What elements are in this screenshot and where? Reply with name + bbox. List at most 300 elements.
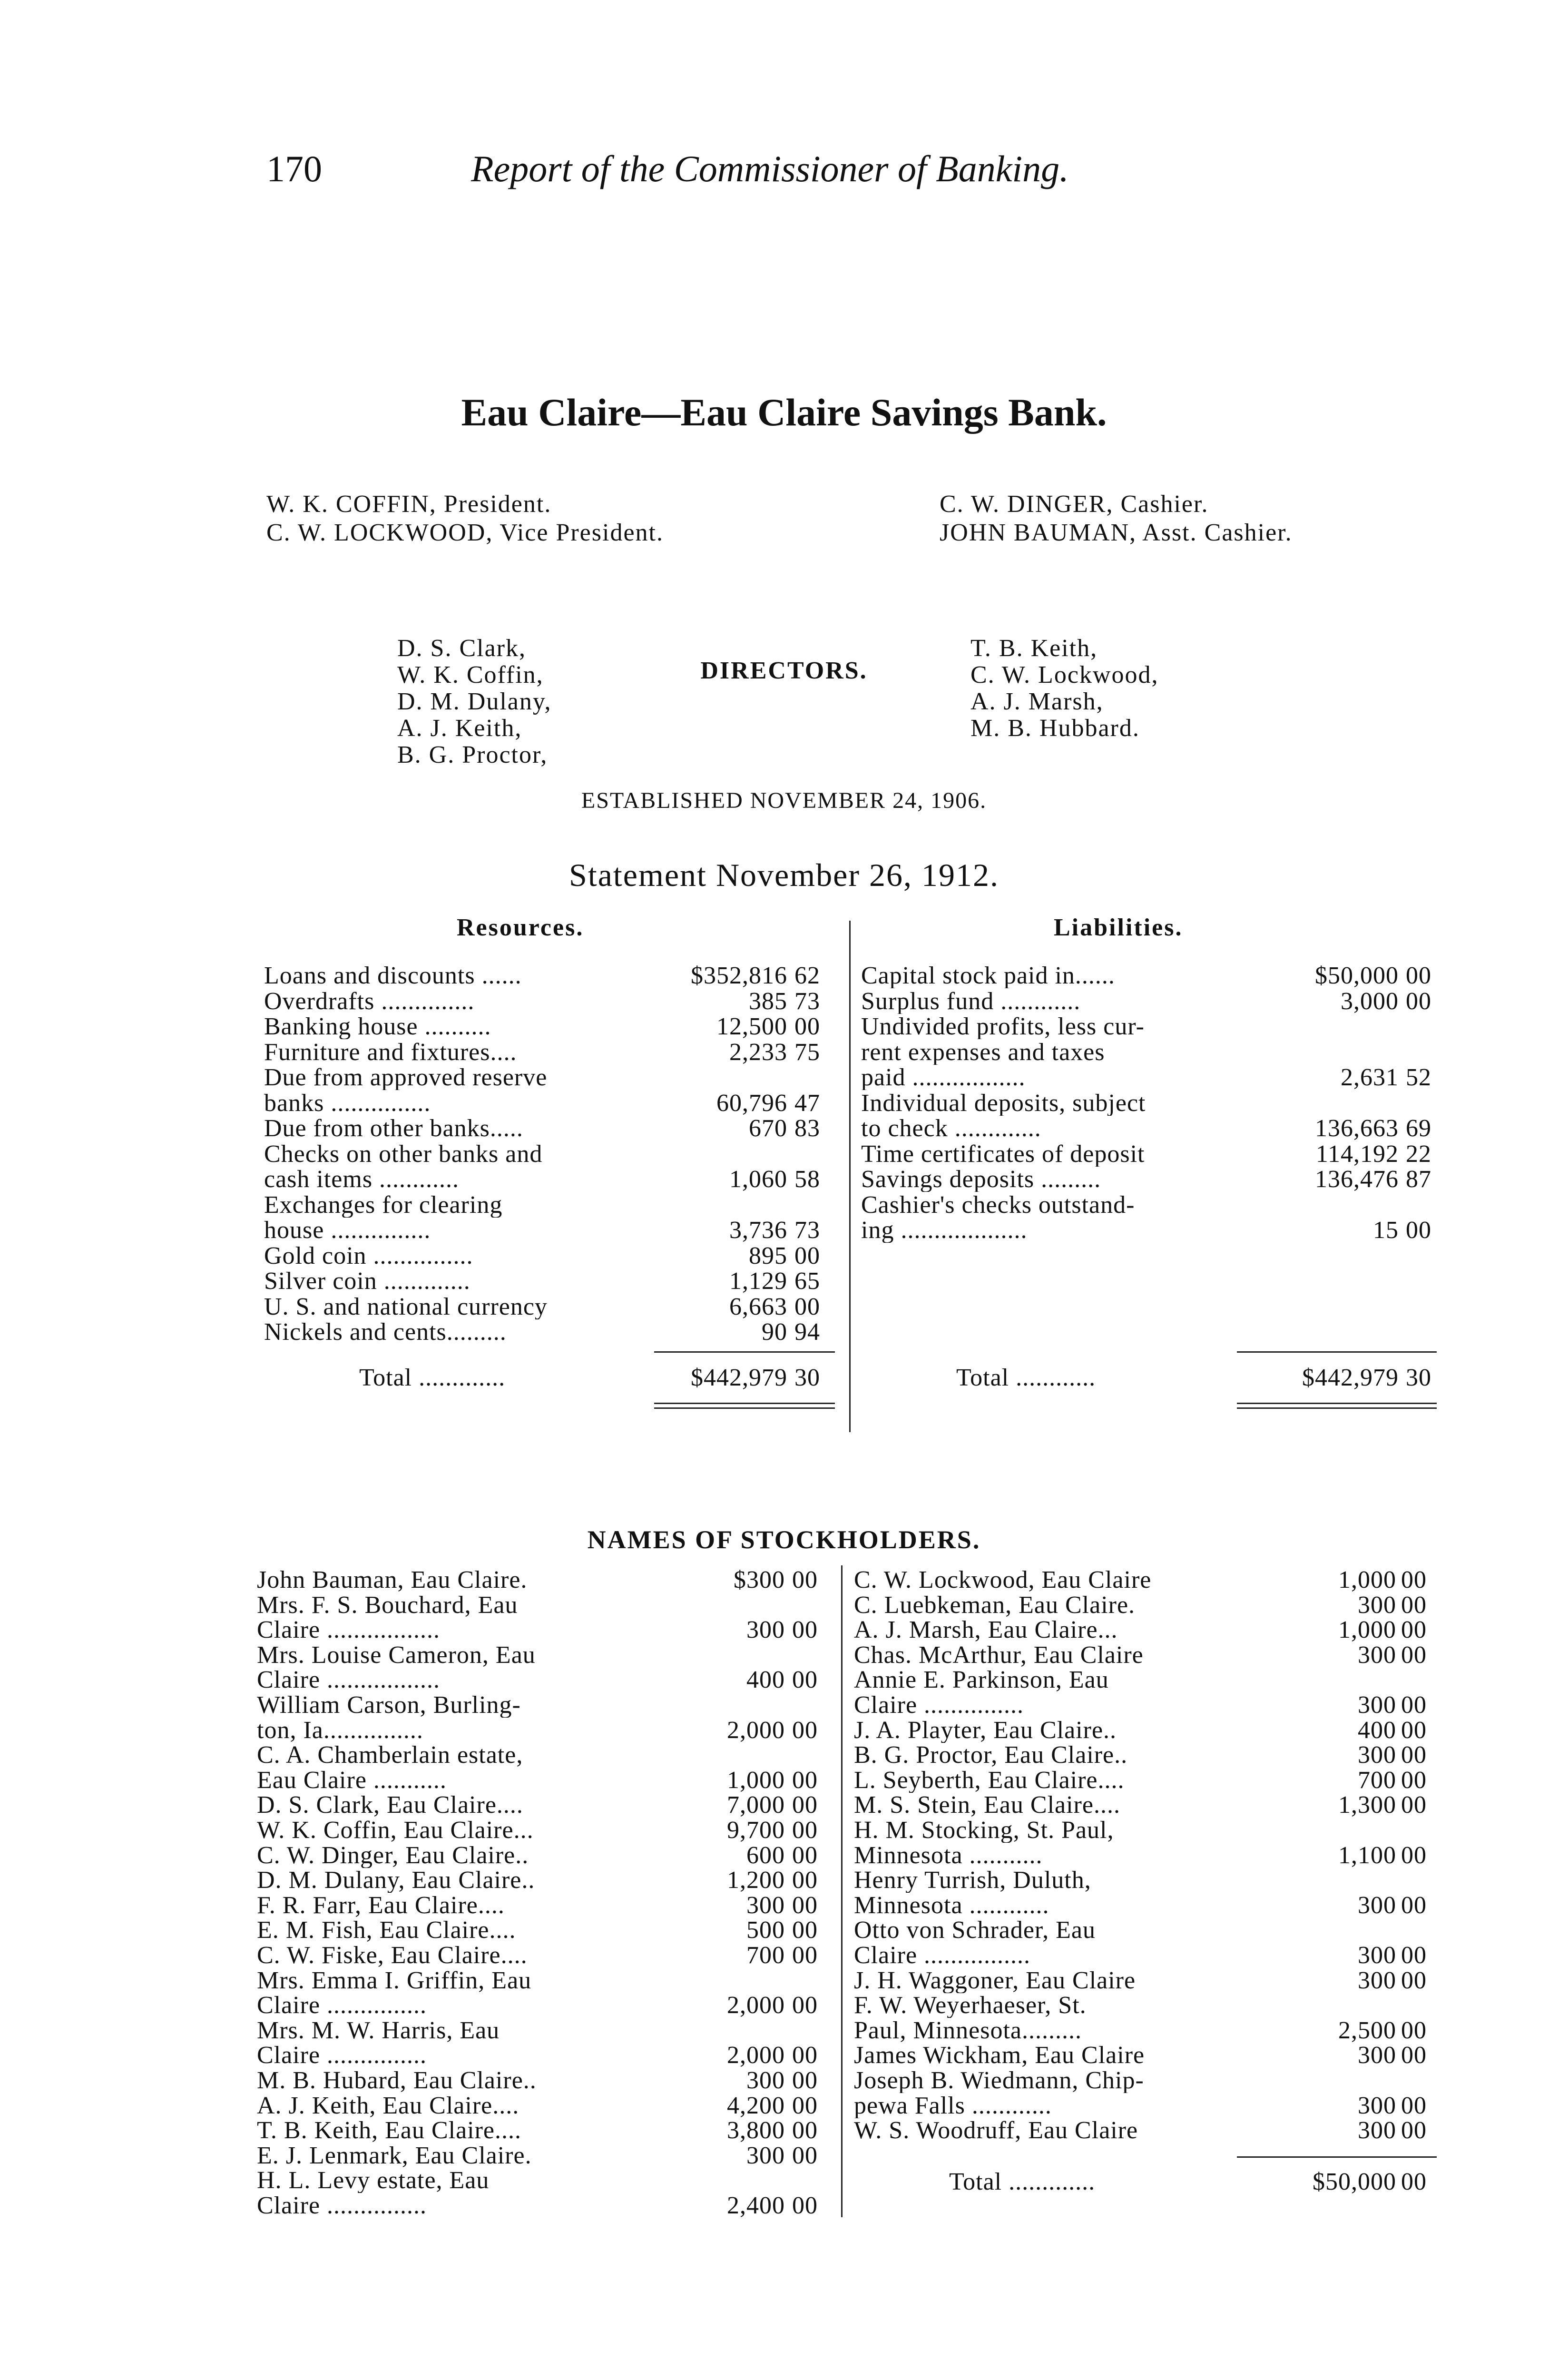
row-dollars: 60,796 (716, 1089, 787, 1117)
stockholder-row (257, 1818, 847, 1843)
resource-row (264, 1320, 835, 1345)
row-dollars: 1,200 (727, 1867, 785, 1894)
row-dollars: 385 (749, 987, 787, 1015)
row-label: U. S. and national currency (264, 1294, 548, 1319)
row-cents: 00 (1406, 962, 1431, 989)
row-label: Eau Claire ........... (257, 1768, 447, 1793)
row-label: Cashier's checks outstand- (861, 1192, 1135, 1218)
liability-row (861, 1014, 1441, 1039)
stockholder-row (257, 2094, 847, 2119)
row-dollars: 400 (746, 1666, 785, 1694)
row-label: Mrs. M. W. Harris, Eau (257, 2018, 500, 2043)
row-cents: 00 (792, 1841, 818, 1869)
stockholder-row (257, 1993, 847, 2018)
total-label: Total ............. (949, 2170, 1096, 2194)
row-label: Overdrafts .............. (264, 989, 475, 1014)
stockholder-row (257, 2018, 847, 2044)
stockholder-row (257, 2068, 847, 2094)
row-dollars: 670 (749, 1115, 787, 1142)
row-label: Joseph B. Wiedmann, Chip- (854, 2068, 1144, 2093)
row-dollars: 700 (746, 1942, 785, 1969)
liability-row (861, 963, 1441, 988)
liability-row (861, 1116, 1441, 1141)
row-label: Minnesota ............ (854, 1893, 1049, 1918)
row-label: cash items ............ (264, 1167, 460, 1192)
row-dollars: 2,233 (729, 1038, 787, 1066)
row-label: paid ................. (861, 1065, 1026, 1090)
row-cents: 00 (1401, 1591, 1427, 1619)
director-name: D. S. Clark, (397, 635, 526, 662)
stockholder-row (257, 1568, 847, 1593)
row-label: Checks on other banks and (264, 1141, 543, 1167)
stockholder-row (854, 1893, 1444, 1918)
row-label: ton, Ia............... (257, 1718, 423, 1743)
resources-heading: Resources. (457, 914, 584, 941)
row-label: M. B. Hubard, Eau Claire.. (257, 2068, 537, 2093)
row-label: Furniture and fixtures.... (264, 1040, 517, 1065)
director-name: B. G. Proctor, (397, 741, 548, 768)
liabilities-heading: Liabilities. (1054, 914, 1183, 941)
row-dollars: 1,000 (1338, 1566, 1396, 1593)
total-row (264, 1366, 835, 1390)
row-label: William Carson, Burling- (257, 1693, 521, 1718)
resource-row (264, 989, 835, 1014)
row-label: E. M. Fish, Eau Claire.... (257, 1918, 516, 1943)
row-dollars: 300 (1358, 2042, 1396, 2069)
liabilities-total-rule (1237, 1351, 1437, 1353)
row-dollars: 300 (746, 2142, 785, 2169)
row-cents: 00 (1406, 987, 1431, 1015)
row-dollars: 3,800 (727, 2117, 785, 2144)
row-dollars: 12,500 (716, 1013, 787, 1040)
row-label: A. J. Marsh, Eau Claire... (854, 1618, 1118, 1643)
stockholder-row (257, 1743, 847, 1768)
row-cents: 00 (1401, 1841, 1427, 1869)
row-label: house ............... (264, 1218, 431, 1243)
stockholder-row (257, 1643, 847, 1668)
officer-president: W. K. COFFIN, President. (266, 491, 552, 518)
row-dollars: 300 (1358, 1591, 1396, 1619)
stockholder-row (257, 1793, 847, 1818)
row-label: C. Luebkeman, Eau Claire. (854, 1593, 1136, 1618)
officer-asst-cashier: JOHN BAUMAN, Asst. Cashier. (940, 519, 1293, 546)
row-cents: 52 (1406, 1064, 1431, 1091)
stockholder-row (854, 1968, 1444, 1994)
row-dollars: 3,736 (729, 1217, 787, 1244)
row-cents: 87 (1406, 1166, 1431, 1193)
row-dollars: 9,700 (727, 1817, 785, 1844)
row-cents: 58 (794, 1166, 820, 1193)
resource-row (264, 1014, 835, 1039)
liability-row (861, 1167, 1441, 1192)
row-label: Nickels and cents......... (264, 1320, 507, 1345)
row-cents: 73 (794, 1217, 820, 1244)
row-dollars: 15 (1373, 1217, 1399, 1244)
resource-row (264, 1244, 835, 1268)
row-dollars: 300 (1358, 1966, 1396, 1994)
row-cents: 00 (1401, 1741, 1427, 1769)
row-dollars: 300 (1358, 1741, 1396, 1769)
row-dollars: $300 (734, 1566, 785, 1593)
stockholder-row (257, 1968, 847, 1994)
row-label: C. W. Lockwood, Eau Claire (854, 1568, 1152, 1593)
row-label: Claire ................. (257, 1618, 441, 1643)
row-cents: 00 (1406, 1217, 1431, 1244)
row-dollars: 895 (749, 1242, 787, 1269)
row-label: Annie E. Parkinson, Eau (854, 1668, 1109, 1693)
resource-row (264, 1091, 835, 1116)
officers-left (266, 490, 664, 547)
row-label: Claire ............... (257, 2193, 427, 2218)
row-label: C. W. Dinger, Eau Claire.. (257, 1843, 529, 1868)
row-cents: 65 (794, 1268, 820, 1295)
total-cents: 00 (1401, 2168, 1427, 2195)
row-label: B. G. Proctor, Eau Claire.. (854, 1743, 1128, 1768)
row-cents: 00 (1401, 1791, 1427, 1819)
row-label: Paul, Minnesota......... (854, 2018, 1082, 2043)
resource-row (264, 1218, 835, 1243)
resources-total-double-rule (654, 1407, 835, 1409)
stockholder-row (257, 1893, 847, 1918)
row-cents: 47 (794, 1089, 820, 1117)
row-cents: 00 (794, 1013, 820, 1040)
row-label: Silver coin ............. (264, 1269, 470, 1294)
resource-row (264, 1116, 835, 1141)
director-name: A. J. Keith, (397, 715, 522, 742)
liability-row (861, 1040, 1441, 1065)
row-cents: 00 (792, 1716, 818, 1744)
stockholder-row (257, 2043, 847, 2068)
row-cents: 00 (1401, 2117, 1427, 2144)
resources-total-double-rule (654, 1403, 835, 1404)
stockholder-row (854, 1993, 1444, 2018)
stockholder-row (257, 1943, 847, 1968)
row-dollars: 300 (1358, 1891, 1396, 1919)
row-dollars: 300 (746, 1891, 785, 1919)
officer-vice-president: C. W. LOCKWOOD, Vice President. (266, 519, 664, 546)
row-label: D. M. Dulany, Eau Claire.. (257, 1868, 535, 1893)
row-dollars: 1,100 (1338, 1841, 1396, 1869)
row-label: W. S. Woodruff, Eau Claire (854, 2118, 1138, 2143)
stockholder-row (257, 2193, 847, 2219)
row-dollars: 7,000 (727, 1791, 785, 1819)
total-row (854, 2170, 1444, 2195)
row-cents: 94 (794, 1318, 820, 1346)
row-label: Claire ............... (257, 1993, 427, 2018)
row-dollars: 6,663 (729, 1293, 787, 1320)
row-cents: 00 (792, 2192, 818, 2219)
stockholder-row (854, 2094, 1444, 2119)
row-cents: 00 (792, 2092, 818, 2119)
row-label: Due from approved reserve (264, 1065, 548, 1090)
row-cents: 00 (1401, 2042, 1427, 2069)
stockholder-row (854, 1593, 1444, 1618)
row-dollars: 1,300 (1338, 1791, 1396, 1819)
row-dollars: 300 (1358, 2092, 1396, 2119)
row-dollars: 300 (746, 2067, 785, 2094)
stockholder-row (257, 1668, 847, 1693)
row-dollars: $352,816 (691, 962, 787, 989)
row-cents: 00 (1401, 2016, 1427, 2044)
row-label: Capital stock paid in...... (861, 963, 1115, 988)
stockholder-row (257, 1918, 847, 1943)
row-dollars: $50,000 (1315, 962, 1399, 989)
row-cents: 00 (1401, 1891, 1427, 1919)
row-cents: 00 (1401, 1942, 1427, 1969)
row-cents: 00 (1401, 1691, 1427, 1719)
stockholder-row (257, 1593, 847, 1618)
row-cents: 00 (792, 1917, 818, 1944)
row-cents: 22 (1406, 1140, 1431, 1168)
resource-row (264, 1040, 835, 1065)
row-cents: 75 (794, 1038, 820, 1066)
resource-row (264, 1295, 835, 1319)
row-label: H. L. Levy estate, Eau (257, 2168, 490, 2193)
row-label: Undivided profits, less cur- (861, 1014, 1145, 1039)
total-dollars: $50,000 (1313, 2168, 1396, 2195)
stockholder-row (257, 1768, 847, 1793)
row-label: James Wickham, Eau Claire (854, 2043, 1145, 2068)
row-label: banks ............... (264, 1091, 431, 1116)
row-dollars: 300 (1358, 2117, 1396, 2144)
row-label: F. W. Weyerhaeser, St. (854, 1993, 1087, 2018)
directors-right (970, 635, 1158, 742)
liabilities-total-double-rule (1237, 1407, 1437, 1409)
row-dollars: 3,000 (1341, 987, 1399, 1015)
row-dollars: 2,631 (1341, 1064, 1399, 1091)
row-dollars: 1,129 (729, 1268, 787, 1295)
row-dollars: 114,192 (1315, 1140, 1399, 1168)
directors-heading: DIRECTORS. (700, 657, 868, 684)
resource-row (264, 1193, 835, 1218)
stockholder-row (854, 1868, 1444, 1893)
row-label: Minnesota ........... (854, 1843, 1043, 1868)
total-dollars: $442,979 (1302, 1364, 1399, 1391)
stockholder-row (854, 2118, 1444, 2143)
row-cents: 00 (792, 1817, 818, 1844)
resource-row (264, 1142, 835, 1167)
row-cents: 00 (794, 1293, 820, 1320)
resource-row (264, 1065, 835, 1090)
stockholder-row (854, 1643, 1444, 1668)
row-label: M. S. Stein, Eau Claire.... (854, 1793, 1120, 1818)
row-dollars: 300 (746, 1616, 785, 1644)
row-label: to check ............. (861, 1116, 1041, 1141)
director-name: T. B. Keith, (970, 635, 1098, 662)
stockholder-row (854, 1618, 1444, 1643)
stockholder-row (854, 1918, 1444, 1943)
row-dollars: 500 (746, 1917, 785, 1944)
stockholder-row (854, 1718, 1444, 1743)
row-dollars: 2,000 (727, 1716, 785, 1744)
row-label: Gold coin ............... (264, 1243, 473, 1268)
row-cents: 00 (792, 1616, 818, 1644)
row-label: F. R. Farr, Eau Claire.... (257, 1893, 505, 1918)
row-label: Savings deposits ......... (861, 1167, 1101, 1192)
row-cents: 00 (1401, 1641, 1427, 1669)
stockholders-total-rule (1237, 2156, 1437, 2158)
row-label: Mrs. Louise Cameron, Eau (257, 1642, 536, 1668)
row-label: Mrs. Emma I. Griffin, Eau (257, 1968, 532, 1993)
row-label: Chas. McArthur, Eau Claire (854, 1642, 1144, 1668)
officer-cashier: C. W. DINGER, Cashier. (940, 491, 1209, 518)
row-label: D. S. Clark, Eau Claire.... (257, 1793, 523, 1818)
page-number: 170 (266, 148, 322, 189)
row-label: A. J. Keith, Eau Claire.... (257, 2093, 519, 2118)
total-cents: 30 (1406, 1364, 1431, 1391)
row-cents: 00 (1401, 1566, 1427, 1593)
row-label: J. H. Waggoner, Eau Claire (854, 1968, 1136, 1993)
director-name: W. K. Coffin, (397, 661, 544, 688)
row-cents: 69 (1406, 1115, 1431, 1142)
row-label: rent expenses and taxes (861, 1040, 1105, 1065)
row-cents: 00 (792, 1891, 818, 1919)
stockholder-row (257, 2168, 847, 2193)
row-label: Due from other banks..... (264, 1116, 523, 1141)
stockholder-row (257, 1618, 847, 1643)
row-cents: 00 (792, 1566, 818, 1593)
row-label: Claire ............... (257, 2043, 427, 2068)
row-label: Claire ............... (854, 1693, 1024, 1718)
row-label: Mrs. F. S. Bouchard, Eau (257, 1593, 518, 1618)
row-label: ing ................... (861, 1218, 1028, 1243)
row-cents: 00 (1401, 1766, 1427, 1794)
total-dollars: $442,979 (691, 1364, 787, 1391)
bank-title: Eau Claire—Eau Claire Savings Bank. (461, 391, 1107, 434)
row-cents: 00 (792, 2067, 818, 2094)
row-label: pewa Falls ............ (854, 2093, 1052, 2118)
row-dollars: 2,000 (727, 1992, 785, 2019)
total-label: Total ............. (359, 1366, 506, 1390)
total-row (861, 1366, 1441, 1390)
row-cents: 00 (1401, 1966, 1427, 1994)
row-dollars: 1,000 (727, 1766, 785, 1794)
resource-row (264, 1167, 835, 1192)
row-dollars: 600 (746, 1841, 785, 1869)
row-label: T. B. Keith, Eau Claire.... (257, 2118, 522, 2143)
liability-row (861, 1142, 1441, 1167)
stockholder-row (854, 1693, 1444, 1718)
row-cents: 00 (792, 1867, 818, 1894)
row-dollars: 700 (1358, 1766, 1396, 1794)
row-cents: 00 (792, 1666, 818, 1694)
row-label: H. M. Stocking, St. Paul, (854, 1818, 1114, 1843)
row-dollars: 300 (1358, 1691, 1396, 1719)
row-label: Otto von Schrader, Eau (854, 1918, 1096, 1943)
row-label: John Bauman, Eau Claire. (257, 1568, 528, 1593)
row-label: Time certificates of deposit (861, 1141, 1145, 1167)
row-label: Surplus fund ............ (861, 989, 1081, 1014)
liabilities-total-double-rule (1237, 1403, 1437, 1404)
row-dollars: 300 (1358, 1641, 1396, 1669)
row-dollars: 300 (1358, 1942, 1396, 1969)
statement-date: Statement November 26, 1912. (569, 857, 999, 893)
row-cents: 62 (794, 962, 820, 989)
resources-total-rule (654, 1351, 835, 1353)
officers-right (940, 490, 1293, 547)
row-dollars: 1,000 (1338, 1616, 1396, 1644)
row-cents: 00 (792, 1791, 818, 1819)
directors-left (397, 635, 552, 768)
stockholder-row (854, 1943, 1444, 1968)
row-label: Henry Turrish, Duluth, (854, 1868, 1091, 1893)
stockholder-row (854, 1568, 1444, 1593)
row-cents: 00 (1401, 2092, 1427, 2119)
row-dollars: 400 (1358, 1716, 1396, 1744)
total-cents: 30 (794, 1364, 820, 1391)
stockholder-row (854, 1843, 1444, 1868)
row-dollars: 90 (762, 1318, 787, 1346)
row-cents: 00 (1401, 1616, 1427, 1644)
row-dollars: 2,500 (1338, 2016, 1396, 2044)
row-label: Claire ................. (257, 1668, 441, 1693)
stockholder-row (854, 1668, 1444, 1693)
resource-row (264, 1269, 835, 1294)
row-dollars: 2,400 (727, 2192, 785, 2219)
stockholder-row (257, 2118, 847, 2143)
stockholder-row (257, 1868, 847, 1893)
row-cents: 00 (792, 1992, 818, 2019)
row-label: E. J. Lenmark, Eau Claire. (257, 2143, 532, 2168)
row-cents: 00 (792, 2042, 818, 2069)
statement-column-divider (849, 921, 851, 1432)
row-label: L. Seyberth, Eau Claire.... (854, 1768, 1125, 1793)
stockholder-row (257, 1693, 847, 1718)
liability-row (861, 1091, 1441, 1116)
total-label: Total ............ (956, 1366, 1096, 1390)
stockholder-row (854, 1793, 1444, 1818)
stockholder-row (854, 1743, 1444, 1768)
row-dollars: 136,663 (1315, 1115, 1399, 1142)
stockholder-row (257, 2143, 847, 2169)
row-dollars: 136,476 (1315, 1166, 1399, 1193)
row-cents: 00 (792, 2142, 818, 2169)
stockholders-heading: NAMES OF STOCKHOLDERS. (587, 1525, 981, 1554)
stockholder-row (854, 1818, 1444, 1843)
row-label: J. A. Playter, Eau Claire.. (854, 1718, 1117, 1743)
row-label: Individual deposits, subject (861, 1091, 1146, 1116)
row-cents: 00 (792, 1942, 818, 1969)
row-dollars: 2,000 (727, 2042, 785, 2069)
row-cents: 00 (792, 1766, 818, 1794)
director-name: M. B. Hubbard. (970, 715, 1140, 742)
liability-row (861, 1193, 1441, 1218)
resource-row (264, 963, 835, 988)
row-label: Loans and discounts ...... (264, 963, 522, 988)
stockholder-row (854, 2018, 1444, 2044)
stockholder-row (257, 1843, 847, 1868)
liability-row (861, 1065, 1441, 1090)
row-label: C. W. Fiske, Eau Claire.... (257, 1943, 528, 1968)
row-cents: 83 (794, 1115, 820, 1142)
stockholder-row (257, 1718, 847, 1743)
row-cents: 00 (1401, 1716, 1427, 1744)
director-name: A. J. Marsh, (970, 688, 1104, 715)
stockholder-row (854, 1768, 1444, 1793)
row-label: Claire ................ (854, 1943, 1031, 1968)
row-label: C. A. Chamberlain estate, (257, 1743, 523, 1768)
row-label: W. K. Coffin, Eau Claire... (257, 1818, 534, 1843)
row-cents: 73 (794, 987, 820, 1015)
row-label: Banking house .......... (264, 1014, 491, 1039)
row-label: Exchanges for clearing (264, 1192, 503, 1218)
director-name: D. M. Dulany, (397, 688, 552, 715)
stockholder-row (854, 2043, 1444, 2068)
liability-row (861, 989, 1441, 1014)
established-line: ESTABLISHED NOVEMBER 24, 1906. (581, 788, 987, 813)
row-cents: 00 (792, 2117, 818, 2144)
director-name: C. W. Lockwood, (970, 661, 1159, 688)
